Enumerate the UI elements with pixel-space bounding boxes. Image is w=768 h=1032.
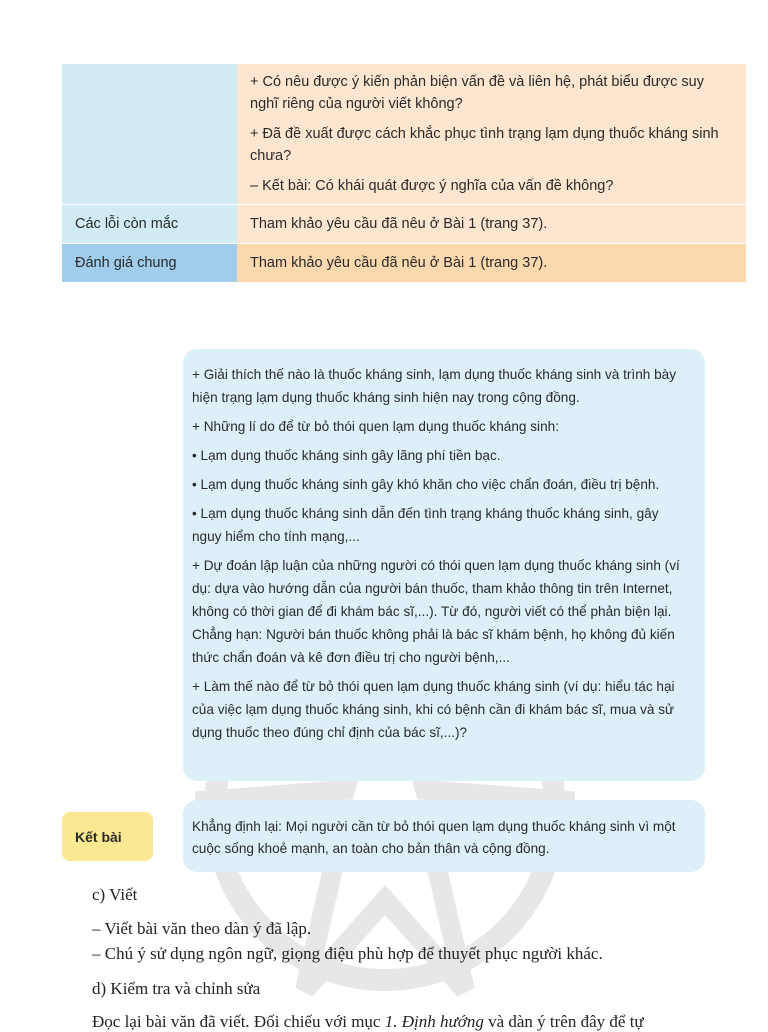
general-row <box>62 243 746 282</box>
section-d-text-start: Đọc lại bài văn đã viết. Đối chiếu với mục <box>92 1012 385 1031</box>
conclusion-label: Kết bài <box>62 812 153 861</box>
criteria-line: – Kết bài: Có khái quát được ý nghĩa của vấn đề không? <box>250 178 614 194</box>
criteria-cell <box>237 64 746 204</box>
outline-line: + Làm thế nào để từ bỏ thói quen lạm dụng thuốc kháng sinh (ví dụ: hiểu tác hại của việc lạm dụng thuốc kháng sinh, khi có bệnh cần đi khám bác sĩ, mua và sử dụng thuốc theo đúng chỉ định của bác sĩ,...)? <box>192 679 675 740</box>
outline-line: + Dự đoán lập luận của những người có thói quen lạm dụng thuốc kháng sinh (ví dụ: dựa vào hướng dẫn của người bán thuốc, tham khảo thông tin trên Internet, không có thời gian để đi khám bác sĩ,...). Từ đó, người viết có thể phản biện lại. Chẳng hạn: Người bán thuốc không phải là bác sĩ khám bệnh, họ không đủ kiến thức chẩn đoán và kê đơn điều trị cho người bệnh,... <box>192 558 680 665</box>
errors-label: Các lỗi còn mắc <box>62 205 237 243</box>
section-d-text-italic: 1. Định hướng <box>384 1012 484 1031</box>
section-c-heading: c) Viết <box>92 885 138 904</box>
criteria-line: + Có nêu được ý kiến phản biện vấn đề và liên hệ, phát biểu được suy nghĩ riêng của người viết không? <box>250 74 704 112</box>
errors-text: Tham khảo yêu cầu đã nêu ở Bài 1 (trang 37). <box>237 205 746 243</box>
section-d-heading: d) Kiểm tra và chỉnh sửa <box>92 979 261 998</box>
conclusion-text: Khẳng định lại: Mọi người cần từ bỏ thói quen lạm dụng thuốc kháng sinh vì một cuộc sống khoẻ mạnh, an toàn cho bản thân và cộng đồng. <box>192 819 676 856</box>
outline-line: • Lạm dụng thuốc kháng sinh gây khó khăn cho việc chẩn đoán, điều trị bệnh. <box>192 477 660 492</box>
criteria-line: + Đã đề xuất được cách khắc phục tình trạng lạm dụng thuốc kháng sinh chưa? <box>250 126 719 164</box>
outline-line: • Lạm dụng thuốc kháng sinh gây lãng phí tiền bạc. <box>192 448 501 463</box>
general-text: Tham khảo yêu cầu đã nêu ở Bài 1 (trang 37). <box>237 244 746 282</box>
section-c-item: – Chú ý sử dụng ngôn ngữ, giọng điệu phù hợp để thuyết phục người khác. <box>92 944 603 963</box>
conclusion-box <box>183 800 705 872</box>
criteria-row <box>62 64 746 204</box>
errors-row <box>62 204 746 243</box>
section-d-text-end: và dàn ý trên đây để tự <box>483 1012 644 1031</box>
section-d-text <box>92 1012 644 1032</box>
evaluation-table <box>62 64 746 282</box>
general-label: Đánh giá chung <box>62 244 237 282</box>
outline-line: + Giải thích thế nào là thuốc kháng sinh, lạm dụng thuốc kháng sinh và trình bày hiện trạng lạm dụng thuốc kháng sinh hiện nay trong cộng đồng. <box>192 367 677 405</box>
outline-line: + Những lí do để từ bỏ thói quen lạm dụng thuốc kháng sinh: <box>192 419 559 434</box>
body-outline-box <box>183 349 705 781</box>
outline-line: • Lạm dụng thuốc kháng sinh dẫn đến tình trạng kháng thuốc kháng sinh, gây nguy hiểm cho tính mạng,... <box>192 506 659 544</box>
section-c-item: – Viết bài văn theo dàn ý đã lập. <box>92 919 312 938</box>
criteria-label-cell <box>62 64 237 204</box>
